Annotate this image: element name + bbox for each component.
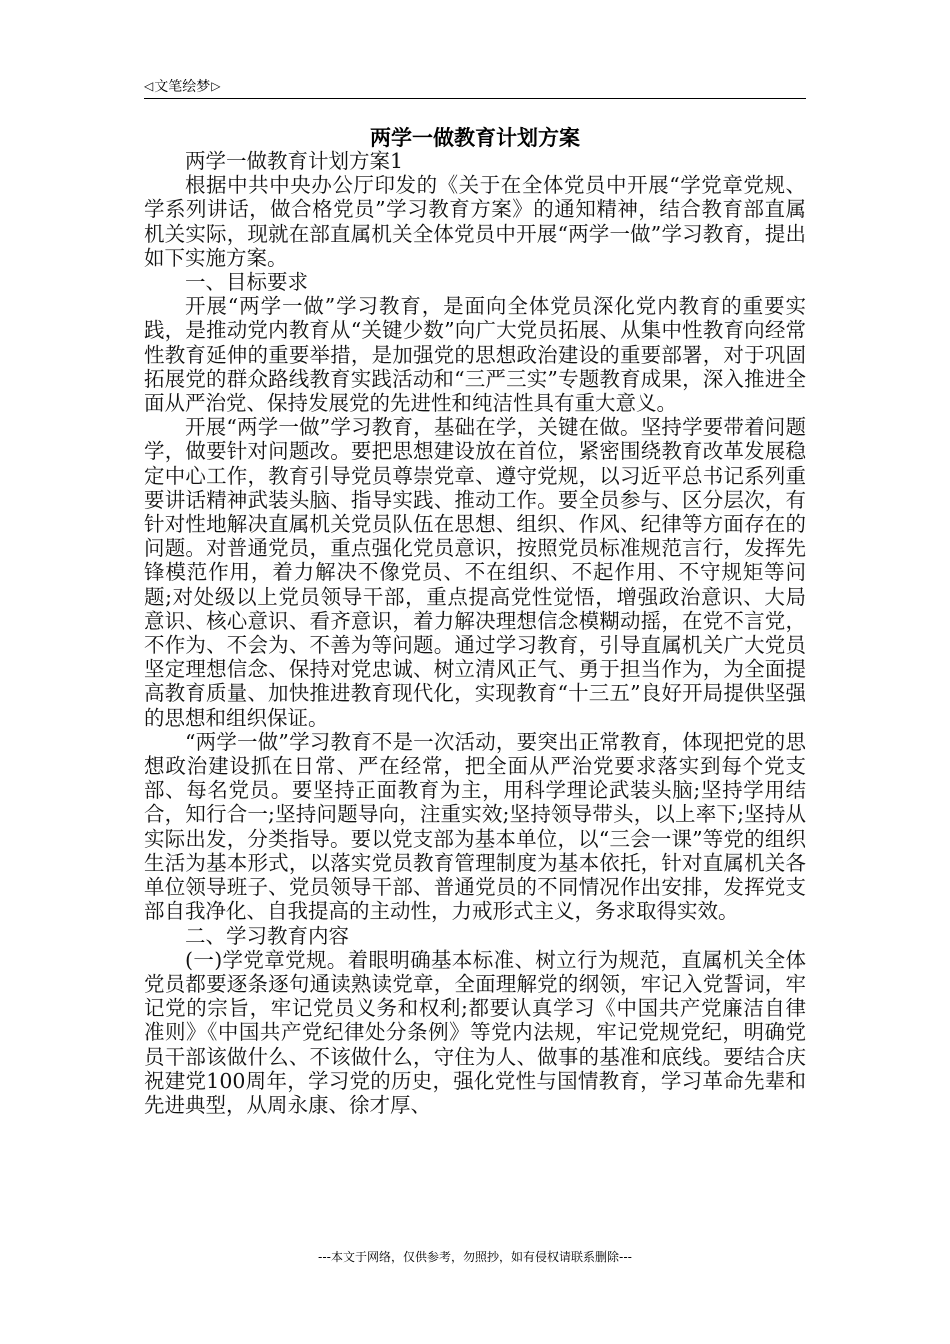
page-header (144, 74, 806, 99)
section-heading-goals: 一、目标要求 (185, 270, 308, 295)
paragraph-goals-2: 开展“两学一做”学习教育，基础在学，关键在做。坚持学要带着问题学，做要针对问题改。要把思想建设放在首位，紧密围绕教育改革发展稳定中心工作，教育引导党员尊崇党章、遵守党规，以习近平总书记系列重要讲话精神武装头脑、指导实践、推动工作。要全员参与、区分层次，有针对性地解决直属机关党员队伍在思想、组织、作风、纪律等方面存在的问题。对普通党员，重点强化党员意识，按照党员标准规范言行，发挥先锋模范作用，着力解决不像党员、不在组织、不起作用、不守规矩等问题;对处级以上党员领导干部，重点提高党性觉悟，增强政治意识、大局意识、核心意识、看齐意识，着力解决理想信念模糊动摇，在党不言党，不作为、不会为、不善为等问题。通过学习教育，引导直属机关广大党员坚定理想信念、保持对党忠诚、树立清风正气、勇于担当作为，为全面提高教育质量、加快推进教育现代化，实现教育“十三五”良好开局提供坚强的思想和组织保证。 (144, 415, 806, 730)
triangle-left-icon: ◁ (144, 79, 154, 93)
paragraph-goals-1: 开展“两学一做”学习教育，是面向全体党员深化党内教育的重要实践，是推动党内教育从“关键少数”向广大党员拓展、从集中性教育向经常性教育延伸的重要举措，是加强党的思想政治建设的重要部署，对于巩固拓展党的群众路线教育实践活动和“三严三实”专题教育成果，深入推进全面从严治党、保持发展党的先进性和纯洁性具有重大意义。 (144, 294, 806, 416)
document-title: 两学一做教育计划方案 (370, 125, 580, 150)
paragraph-intro: 根据中共中央办公厅印发的《关于在全体党员中开展“学党章党规、学系列讲话，做合格党员”学习教育方案》的通知精神，结合教育部直属机关实际，现就在部直属机关全体党员中开展“两学一做”学习教育，提出如下实施方案。 (144, 173, 806, 270)
paragraph-goals-3: “两学一做”学习教育不是一次活动，要突出正常教育，体现把党的思想政治建设抓在日常、严在经常，把全面从严治党要求落实到每个党支部、每名党员。要坚持正面教育为主，用科学理论武装头脑;坚持学用结合，知行合一;坚持问题导向，注重实效;坚持领导带头，以上率下;坚持从实际出发，分类指导。要以党支部为基本单位，以“三会一课”等党的组织生活为基本形式，以落实党员教育管理制度为基本依托，针对直属机关各单位领导班子、党员领导干部、普通党员的不同情况作出安排，发挥党支部自我净化、自我提高的主动性，力戒形式主义，务求取得实效。 (144, 729, 806, 924)
brand-name: 文笔绘梦 (154, 79, 211, 95)
footer-notice: ---本文于网络，仅供参考，勿照抄，如有侵权请联系删除--- (318, 1250, 632, 1264)
section-heading-content: 二、学习教育内容 (185, 923, 349, 948)
triangle-right-icon: ▷ (211, 79, 221, 93)
paragraph-subtitle: 两学一做教育计划方案1 (185, 149, 404, 173)
document-body (144, 149, 806, 1117)
brand-logo (144, 76, 220, 96)
paragraph-content-1: (一)学党章党规。着眼明确基本标准、树立行为规范，直属机关全体党员都要逐条逐句通读熟读党章，全面理解党的纲领，牢记入党誓词，牢记党的宗旨，牢记党员义务和权利;都要认真学习《中国共产党廉洁自律准则》《中国共产党纪律处分条例》等党内法规，牢记党规党纪，明确党员干部该做什么、不该做什么，守住为人、做事的基准和底线。要结合庆祝建党100周年，学习党的历史，强化党性与国情教育，学习革命先辈和先进典型，从周永康、徐才厚、 (144, 947, 806, 1117)
